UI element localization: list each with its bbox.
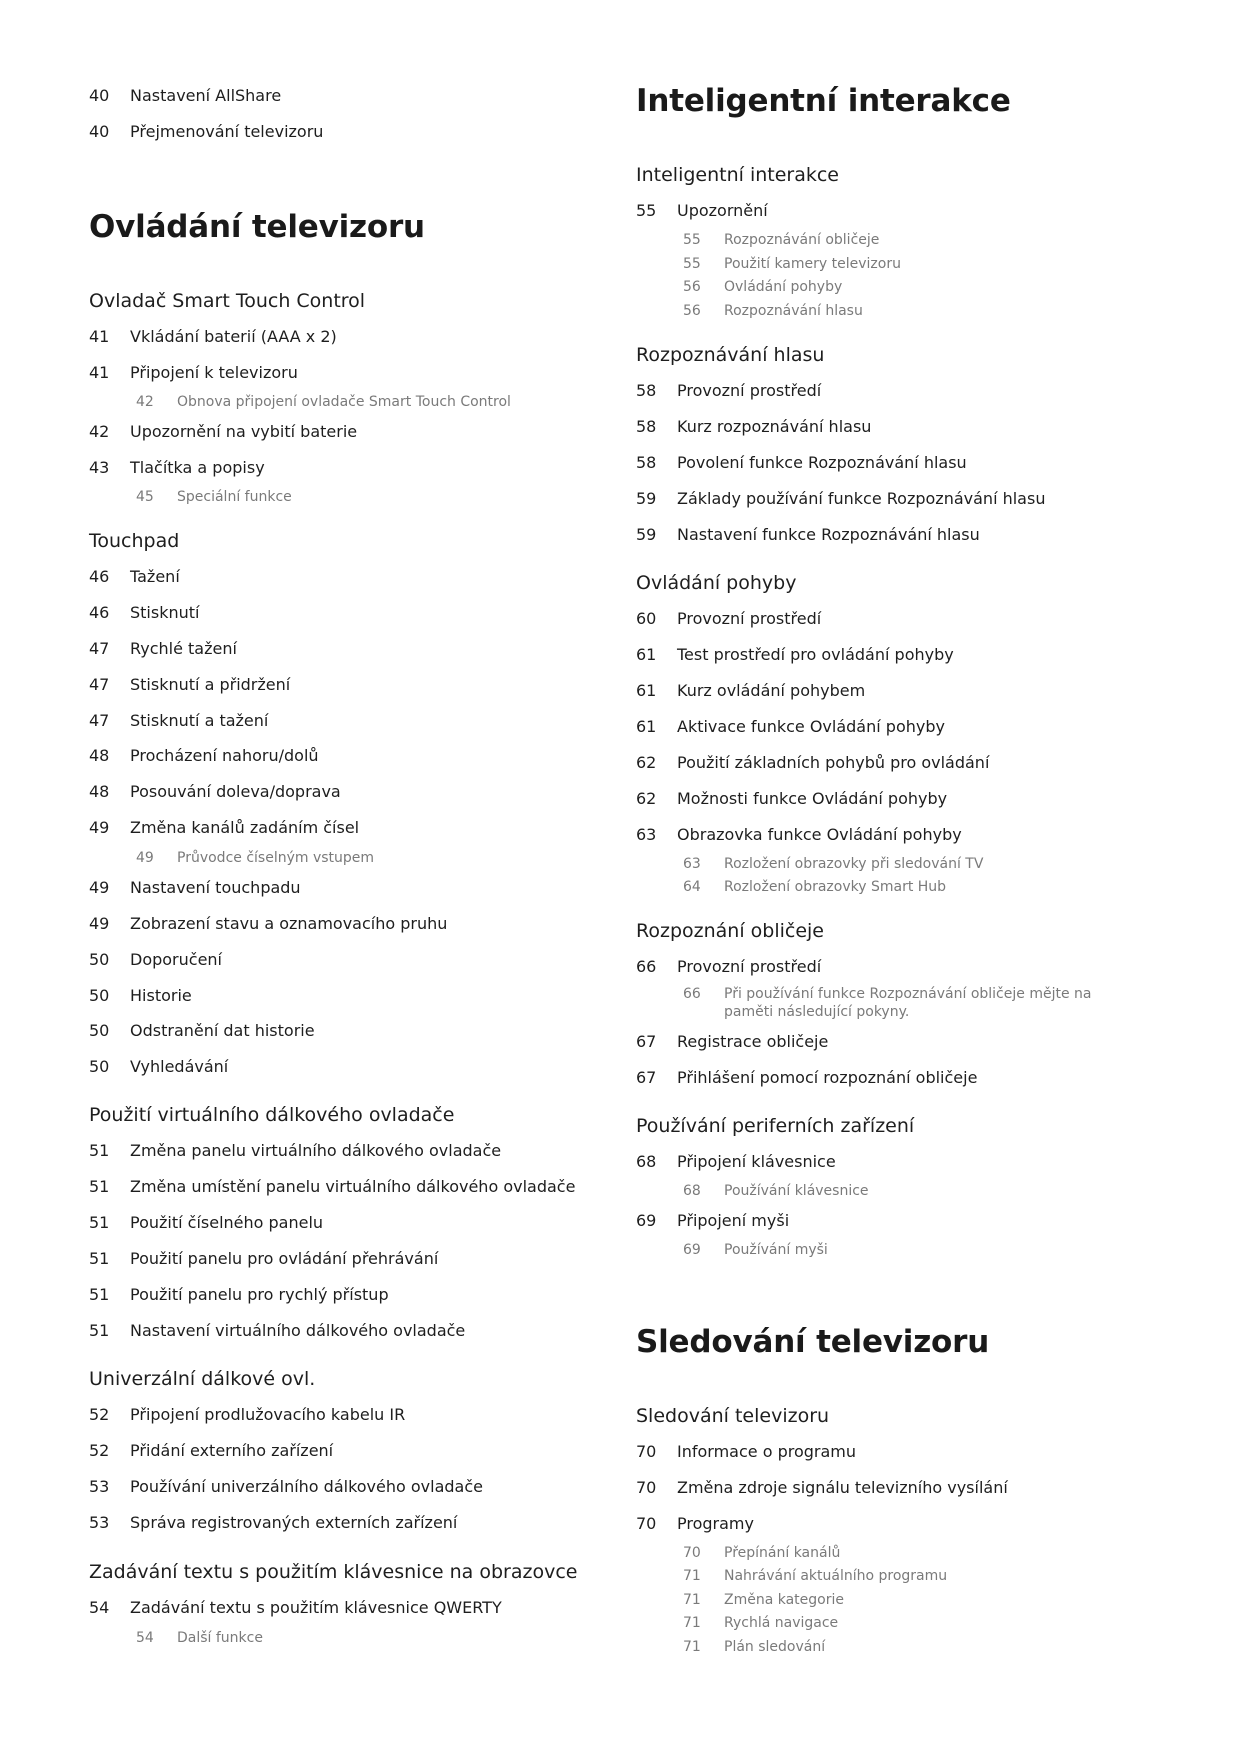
toc-entry[interactable]: [636, 1516, 754, 1532]
toc-subentry[interactable]: [683, 1640, 825, 1654]
entry-title: Průvodce číselným vstupem: [177, 850, 375, 866]
entry-title: Zadávání textu s použitím klávesnice QWERTY: [130, 1598, 502, 1617]
page-number: 45: [136, 489, 154, 505]
toc-entry[interactable]: [89, 1059, 228, 1075]
toc-subentry[interactable]: [683, 1184, 869, 1198]
entry-title: Provozní prostředí: [677, 957, 822, 976]
toc-entry[interactable]: [636, 791, 947, 807]
toc-entry[interactable]: [636, 1213, 789, 1229]
page-number: 66: [636, 957, 657, 976]
page-number: 61: [636, 717, 657, 736]
toc-entry[interactable]: [89, 1215, 323, 1231]
page-number: 70: [636, 1442, 657, 1461]
page-number: 50: [89, 986, 110, 1005]
toc-entry[interactable]: [636, 419, 871, 435]
toc-entry[interactable]: [89, 88, 281, 104]
page-number: 41: [89, 327, 110, 346]
toc-entry[interactable]: [89, 641, 237, 657]
entry-title: Obrazovka funkce Ovládání pohyby: [677, 825, 962, 844]
entry-title: Tlačítka a popisy: [130, 458, 265, 477]
page-number: 59: [636, 489, 657, 508]
entry-title: Vkládání baterií (AAA x 2): [130, 327, 337, 346]
page-number: 42: [136, 394, 154, 410]
page-number: 66: [683, 986, 701, 1002]
toc-entry[interactable]: [636, 611, 821, 627]
page-number: 58: [636, 453, 657, 472]
page-number: 63: [636, 825, 657, 844]
toc-entry[interactable]: [636, 647, 954, 663]
chapter-heading: Ovládání televizoru: [89, 209, 425, 245]
toc-entry[interactable]: [636, 719, 945, 735]
page-number: 51: [89, 1285, 110, 1304]
entry-title: Speciální funkce: [177, 489, 292, 505]
toc-entry[interactable]: [89, 424, 357, 440]
entry-title: Rychlá navigace: [724, 1615, 839, 1631]
entry-title: Programy: [677, 1514, 754, 1533]
page-number: 70: [636, 1478, 657, 1497]
entry-title: Použití základních pohybů pro ovládání: [677, 753, 990, 772]
entry-title: Ovládání pohyby: [724, 279, 843, 295]
entry-title: Stisknutí a přidržení: [130, 675, 291, 694]
entry-title: Použití panelu pro rychlý přístup: [130, 1285, 389, 1304]
page-number: 59: [636, 525, 657, 544]
section-heading: Rozpoznávání hlasu: [636, 344, 825, 366]
page-number: 48: [89, 746, 110, 765]
entry-title: Doporučení: [130, 950, 222, 969]
toc-entry[interactable]: [89, 880, 301, 896]
entry-title: Rozložení obrazovky při sledování TV: [724, 856, 984, 872]
page-number: 56: [683, 279, 701, 295]
entry-title: Kurz rozpoznávání hlasu: [677, 417, 872, 436]
toc-subentry[interactable]: [683, 985, 1113, 1021]
section-heading: Inteligentní interakce: [636, 164, 839, 186]
page-number: 67: [636, 1068, 657, 1087]
entry-title: Stisknutí a tažení: [130, 711, 269, 730]
toc-entry[interactable]: [89, 1179, 575, 1195]
entry-title: Změna kategorie: [724, 1592, 844, 1608]
toc-entry[interactable]: [89, 1479, 483, 1495]
page-number: 48: [89, 782, 110, 801]
entry-title: Nastavení virtuálního dálkového ovladače: [130, 1321, 466, 1340]
page-number: 40: [89, 122, 110, 141]
entry-title: Změna panelu virtuálního dálkového ovladače: [130, 1141, 502, 1160]
entry-title: Test prostředí pro ovládání pohyby: [677, 645, 954, 664]
toc-subentry[interactable]: [683, 304, 863, 318]
section-heading: Touchpad: [89, 530, 180, 552]
page-number: 46: [89, 567, 110, 586]
page-number: 50: [89, 950, 110, 969]
page-number: 50: [89, 1021, 110, 1040]
entry-title: Přidání externího zařízení: [130, 1441, 334, 1460]
entry-title: Rozložení obrazovky Smart Hub: [724, 879, 947, 895]
toc-subentry[interactable]: [683, 857, 983, 871]
entry-title: Přejmenování televizoru: [130, 122, 324, 141]
toc-entry[interactable]: [636, 683, 865, 699]
entry-title: Stisknutí: [130, 603, 200, 622]
page-number: 55: [683, 256, 701, 272]
page-number: 62: [636, 753, 657, 772]
page-number: 46: [89, 603, 110, 622]
toc-subentry[interactable]: [683, 233, 879, 247]
entry-title: Registrace obličeje: [677, 1032, 829, 1051]
entry-title: Upozornění: [677, 201, 768, 220]
page-number: 40: [89, 86, 110, 105]
page-number: 52: [89, 1405, 110, 1424]
page-number: 50: [89, 1057, 110, 1076]
page-number: 61: [636, 645, 657, 664]
entry-title: Použití panelu pro ovládání přehrávání: [130, 1249, 439, 1268]
entry-title: Nastavení touchpadu: [130, 878, 301, 897]
page-number: 70: [636, 1514, 657, 1533]
toc-entry[interactable]: [636, 491, 1045, 507]
toc-subentry[interactable]: [136, 490, 292, 504]
entry-title: Přihlášení pomocí rozpoznání obličeje: [677, 1068, 978, 1087]
entry-title: Připojení klávesnice: [677, 1152, 836, 1171]
entry-title: Použití kamery televizoru: [724, 256, 901, 272]
toc-entry[interactable]: [89, 1443, 333, 1459]
entry-title: Rozpoznávání obličeje: [724, 232, 880, 248]
toc-entry[interactable]: [89, 988, 192, 1004]
entry-title: Připojení prodlužovacího kabelu IR: [130, 1405, 406, 1424]
toc-entry[interactable]: [89, 1287, 389, 1303]
section-heading: Ovladač Smart Touch Control: [89, 290, 366, 312]
toc-subentry[interactable]: [683, 1243, 828, 1257]
page-number: 54: [89, 1598, 110, 1617]
page-number: 55: [683, 232, 701, 248]
toc-entry[interactable]: [636, 203, 768, 219]
entry-title: Historie: [130, 986, 192, 1005]
section-heading: Sledování televizoru: [636, 1405, 830, 1427]
toc-entry[interactable]: [89, 713, 268, 729]
page-number: 67: [636, 1032, 657, 1051]
toc-subentry[interactable]: [683, 1593, 844, 1607]
page-number: 68: [636, 1152, 657, 1171]
entry-title: Změna umístění panelu virtuálního dálkového ovladače: [130, 1177, 576, 1196]
toc-subentry[interactable]: [136, 395, 511, 409]
page-number: 51: [89, 1321, 110, 1340]
page-number: 55: [636, 201, 657, 220]
toc-subentry[interactable]: [683, 880, 946, 894]
entry-title: Aktivace funkce Ovládání pohyby: [677, 717, 945, 736]
page-number: 42: [89, 422, 110, 441]
page-number: 53: [89, 1513, 110, 1532]
toc-entry[interactable]: [89, 365, 298, 381]
toc-entry[interactable]: [636, 1444, 856, 1460]
toc-entry[interactable]: [89, 1143, 501, 1159]
entry-title: Další funkce: [177, 1630, 263, 1646]
toc-entry[interactable]: [636, 755, 989, 771]
entry-title: Správa registrovaných externích zařízení: [130, 1513, 458, 1532]
toc-entry[interactable]: [89, 329, 337, 345]
page-number: 51: [89, 1213, 110, 1232]
page-number: 47: [89, 675, 110, 694]
toc-entry[interactable]: [89, 1407, 405, 1423]
entry-title: Nastavení funkce Rozpoznávání hlasu: [677, 525, 980, 544]
page-number: 69: [683, 1242, 701, 1258]
entry-title: Rychlé tažení: [130, 639, 237, 658]
section-heading: Zadávání textu s použitím klávesnice na obrazovce: [89, 1561, 578, 1583]
entry-title: Zobrazení stavu a oznamovacího pruhu: [130, 914, 448, 933]
toc-entry[interactable]: [89, 1251, 438, 1267]
section-heading: Univerzální dálkové ovl.: [89, 1368, 316, 1390]
toc-entry[interactable]: [636, 383, 821, 399]
toc-entry[interactable]: [89, 677, 290, 693]
section-heading: Rozpoznání obličeje: [636, 920, 824, 942]
entry-title: Používání myši: [724, 1242, 828, 1258]
page-number: 69: [636, 1211, 657, 1230]
entry-title: Přepínání kanálů: [724, 1545, 841, 1561]
page-number: 49: [89, 818, 110, 837]
page-number: 68: [683, 1183, 701, 1199]
page-number: 49: [89, 878, 110, 897]
toc-subentry[interactable]: [683, 1616, 838, 1630]
entry-title: Informace o programu: [677, 1442, 857, 1461]
entry-title: Možnosti funkce Ovládání pohyby: [677, 789, 948, 808]
toc-entry[interactable]: [89, 1515, 457, 1531]
page-number: 47: [89, 711, 110, 730]
section-heading: Použití virtuálního dálkového ovladače: [89, 1104, 455, 1126]
entry-title: Odstranění dat historie: [130, 1021, 315, 1040]
entry-title: Povolení funkce Rozpoznávání hlasu: [677, 453, 967, 472]
entry-title: Při používání funkce Rozpoznávání obličeje mějte na paměti následující pokyny.: [724, 986, 1092, 1020]
entry-title: Plán sledování: [724, 1639, 826, 1655]
entry-title: Změna kanálů zadáním čísel: [130, 818, 360, 837]
page-number: 51: [89, 1249, 110, 1268]
entry-title: Rozpoznávání hlasu: [724, 303, 863, 319]
toc-entry[interactable]: [89, 1600, 502, 1616]
entry-title: Nahrávání aktuálního programu: [724, 1568, 948, 1584]
page-number: 58: [636, 417, 657, 436]
entry-title: Používání univerzálního dálkového ovladače: [130, 1477, 483, 1496]
entry-title: Změna zdroje signálu televizního vysílání: [677, 1478, 1008, 1497]
toc-subentry[interactable]: [683, 1546, 840, 1560]
toc-entry[interactable]: [89, 820, 359, 836]
page-number: 51: [89, 1141, 110, 1160]
page-number: 41: [89, 363, 110, 382]
page-number: 58: [636, 381, 657, 400]
entry-title: Připojení k televizoru: [130, 363, 298, 382]
section-heading: Ovládání pohyby: [636, 572, 797, 594]
toc-entry[interactable]: [636, 1154, 836, 1170]
entry-title: Základy používání funkce Rozpoznávání hlasu: [677, 489, 1046, 508]
toc-entry[interactable]: [89, 605, 199, 621]
toc-entry[interactable]: [636, 827, 962, 843]
entry-title: Připojení myši: [677, 1211, 790, 1230]
page-number: 60: [636, 609, 657, 628]
entry-title: Upozornění na vybití baterie: [130, 422, 358, 441]
entry-title: Vyhledávání: [130, 1057, 229, 1076]
page-number: 61: [636, 681, 657, 700]
page-number: 70: [683, 1545, 701, 1561]
toc-entry[interactable]: [636, 527, 980, 543]
entry-title: Provozní prostředí: [677, 609, 822, 628]
toc-entry[interactable]: [636, 959, 821, 975]
entry-title: Obnova připojení ovladače Smart Touch Control: [177, 394, 511, 410]
page-number: 64: [683, 879, 701, 895]
page-number: 51: [89, 1177, 110, 1196]
toc-subentry[interactable]: [683, 257, 901, 271]
page-number: 53: [89, 1477, 110, 1496]
entry-title: Procházení nahoru/dolů: [130, 746, 319, 765]
page-number: 52: [89, 1441, 110, 1460]
toc-entry[interactable]: [636, 1480, 1008, 1496]
toc-entry[interactable]: [89, 569, 180, 585]
page-number: 56: [683, 303, 701, 319]
toc-subentry[interactable]: [136, 1631, 263, 1645]
entry-title: Tažení: [130, 567, 180, 586]
page-number: 71: [683, 1639, 701, 1655]
toc-entry[interactable]: [89, 784, 341, 800]
toc-entry[interactable]: [89, 952, 222, 968]
page-number: 71: [683, 1592, 701, 1608]
toc-entry[interactable]: [636, 455, 967, 471]
entry-title: Nastavení AllShare: [130, 86, 282, 105]
page-number: 54: [136, 1630, 154, 1646]
entry-title: Kurz ovládání pohybem: [677, 681, 866, 700]
page-number: 47: [89, 639, 110, 658]
toc-entry[interactable]: [636, 1034, 828, 1050]
chapter-heading: Inteligentní interakce: [636, 83, 1011, 119]
chapter-heading: Sledování televizoru: [636, 1324, 990, 1360]
toc-entry[interactable]: [89, 916, 447, 932]
toc-subentry[interactable]: [683, 1569, 947, 1583]
toc-subentry[interactable]: [683, 280, 842, 294]
page-number: 49: [136, 850, 154, 866]
section-heading: Používání periferních zařízení: [636, 1115, 915, 1137]
page-number: 43: [89, 458, 110, 477]
page-number: 63: [683, 856, 701, 872]
toc-entry[interactable]: [89, 124, 323, 140]
toc-entry[interactable]: [89, 1023, 315, 1039]
page-number: 49: [89, 914, 110, 933]
toc-subentry[interactable]: [136, 851, 374, 865]
entry-title: Posouvání doleva/doprava: [130, 782, 341, 801]
entry-title: Provozní prostředí: [677, 381, 822, 400]
toc-entry[interactable]: [89, 1323, 465, 1339]
toc-entry[interactable]: [89, 748, 319, 764]
toc-entry[interactable]: [636, 1070, 977, 1086]
page-number: 71: [683, 1615, 701, 1631]
entry-title: Použití číselného panelu: [130, 1213, 324, 1232]
toc-entry[interactable]: [89, 460, 265, 476]
page-number: 71: [683, 1568, 701, 1584]
entry-title: Používání klávesnice: [724, 1183, 869, 1199]
page-number: 62: [636, 789, 657, 808]
